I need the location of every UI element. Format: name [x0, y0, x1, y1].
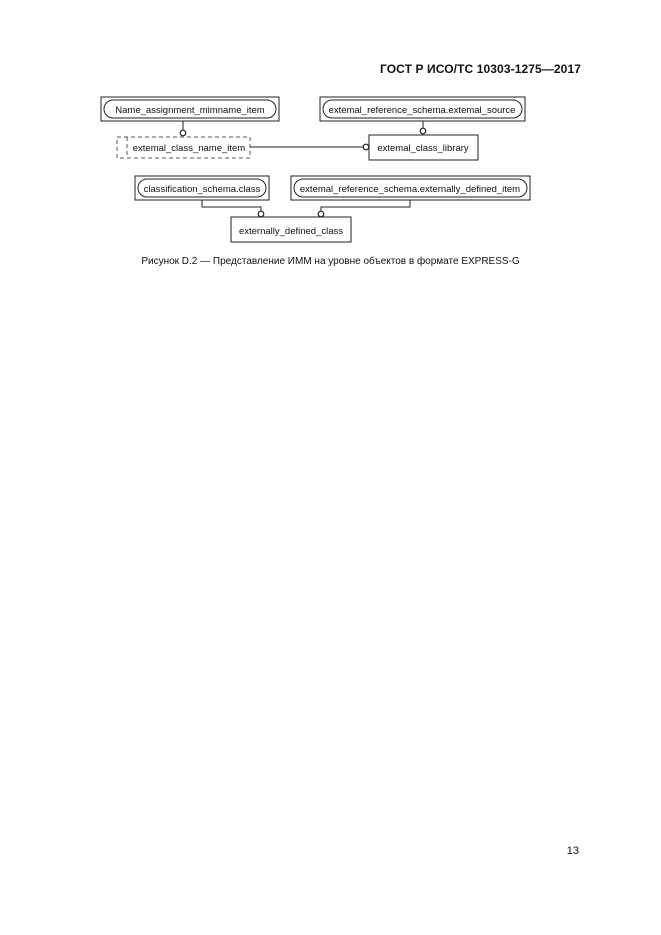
node-externally-defined-item-label: extemal_reference_schema.externally_defined_item	[299, 184, 521, 195]
node-classification-class	[135, 176, 269, 200]
node-external-class-library-label: extemal_class_library	[377, 143, 469, 154]
figure-caption: Рисунок D.2 — Представление ИММ на уровне объектов в формате EXPRESS-G	[141, 256, 520, 267]
node-external-class-name-item	[117, 137, 250, 158]
node-external-source	[320, 97, 525, 121]
node-name-assignment-label: Name_assignment_mimname_item	[115, 105, 265, 116]
node-externally-defined-class-label: externally_defined_class	[238, 226, 344, 237]
relation-end-circle	[258, 211, 264, 217]
node-externally-defined-item	[291, 176, 530, 200]
node-name-assignment	[101, 97, 279, 121]
page-number: 13	[566, 845, 579, 857]
node-external-class-library	[369, 135, 478, 160]
relationship-end-circles	[180, 128, 426, 217]
node-external-class-name-item-label: extemal_class_name_item	[132, 143, 246, 154]
relation-end-circle	[363, 144, 369, 150]
document-header: ГОСТ Р ИСО/ТС 10303-1275—2017	[380, 62, 581, 76]
node-classification-class-label: classification_schema.class	[143, 184, 261, 195]
relation-end-circle	[420, 128, 426, 134]
relation-end-circle	[180, 130, 186, 136]
relation-end-circle	[318, 211, 324, 217]
node-externally-defined-class	[231, 217, 351, 242]
node-external-source-label: extemal_reference_schema.extemal_source	[328, 105, 516, 116]
